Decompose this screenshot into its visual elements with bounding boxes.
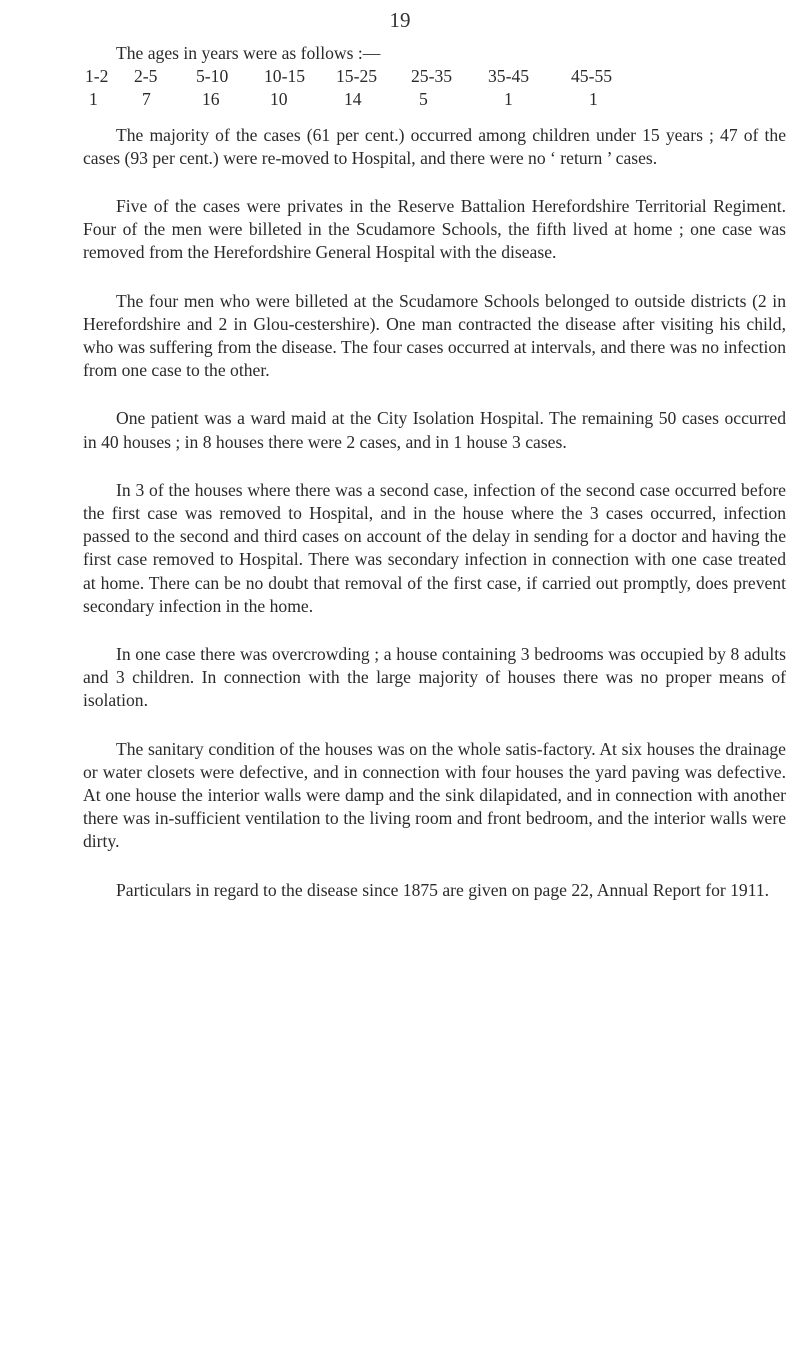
age-range-cell: 25-35 (411, 66, 453, 87)
age-distribution-table (85, 65, 649, 111)
age-count-cell: 1 (504, 89, 513, 110)
age-count-cell: 1 (589, 89, 598, 110)
age-range-cell: 15-25 (336, 66, 378, 87)
paragraph-scudamore-schools: The four men who were billeted at the Scudamore Schools belonged to outside districts (2 in Herefordshire and 2 in Glou-cestershire). One man contracted the disease after visiting his child, who was suffering from the disease. The four cases occurred at intervals, and there was no infection from one case to the other. (83, 290, 786, 381)
age-range-cell: 5-10 (196, 66, 229, 87)
age-range-cell: 1-2 (85, 66, 109, 87)
paragraph-secondary-infection: In 3 of the houses where there was a second case, infection of the second case occurred before the first case was removed to Hospital, and in the house where the 3 cases occurred, infection passed to the second and third cases on account of the delay in sending for a doctor and having the first case removed to Hospital. There was secondary infection in connection with one case treated at home. There can be no doubt that removal of the first case, if carried out promptly, does prevent secondary infection in the home. (83, 479, 786, 616)
ages-intro: The ages in years were as follows :— (116, 43, 381, 63)
age-count-cell: 1 (89, 89, 98, 110)
paragraph-particulars: Particulars in regard to the disease since 1875 are given on page 22, Annual Report for 1911. (116, 879, 770, 900)
age-count-cell: 14 (344, 89, 362, 110)
age-count-cell: 16 (202, 89, 220, 110)
age-range-cell: 45-55 (571, 66, 613, 87)
paragraph-overcrowding: In one case there was overcrowding ; a house containing 3 bedrooms was occupied by 8 adults and 3 children. In connection with the large majority of houses there was no proper means of isolation. (83, 644, 786, 711)
paragraph-ward-maid: One patient was a ward maid at the City Isolation Hospital. The remaining 50 cases occurred in 40 houses ; in 8 houses there were 2 cases, and in 1 house 3 cases. (83, 408, 786, 452)
age-count-cell: 10 (270, 89, 288, 110)
age-ranges-row (85, 65, 649, 88)
age-range-cell: 35-45 (488, 66, 530, 87)
age-range-cell: 10-15 (264, 66, 306, 87)
age-counts-row (85, 88, 649, 111)
paragraph-sanitary-condition: The sanitary condition of the houses was on the whole satis-factory. At six houses the drainage or water closets were defective, and in connection with four houses the yard paving was defective. At one house the interior walls were damp and the sink dilapidated, and in connection with another there was in-sufficient ventilation to the living room and front bedroom, and the interior walls were dirty. (83, 738, 786, 852)
age-range-cell: 2-5 (134, 66, 158, 87)
age-count-cell: 7 (142, 89, 151, 110)
age-count-cell: 5 (419, 89, 428, 110)
paragraph-reserve-battalion: Five of the cases were privates in the Reserve Battalion Herefordshire Territorial Regiment. Four of the men were billeted in the Scudamore Schools, the fifth lived at home ; one case was removed from the Herefordshire General Hospital with the disease. (83, 196, 786, 263)
page-content (83, 42, 786, 902)
page-number: 19 (389, 8, 411, 32)
paragraph-majority: The majority of the cases (61 per cent.) occurred among children under 15 years ; 47 of the cases (93 per cent.) were re-moved to Hospital, and there were no ‘ return ’ cases. (83, 124, 786, 168)
